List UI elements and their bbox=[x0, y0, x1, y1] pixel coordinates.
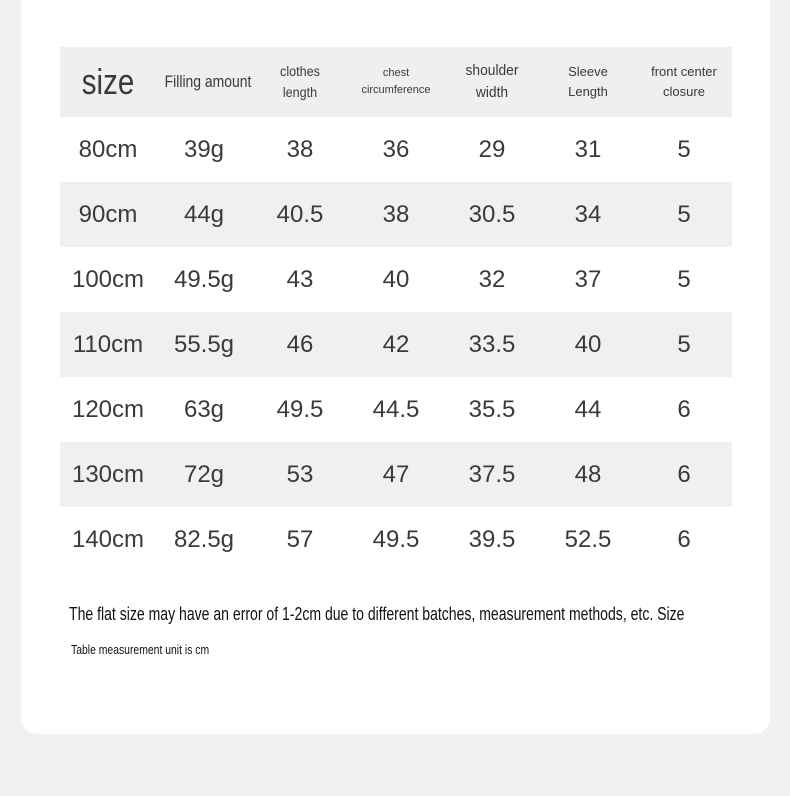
cell-sleeve: 48 bbox=[574, 460, 602, 488]
table-row bbox=[60, 442, 732, 507]
header-chest-line1: chest bbox=[382, 67, 410, 79]
cell-filling: 44g bbox=[183, 200, 225, 228]
cell-chest: 38 bbox=[382, 200, 410, 228]
header-chest-circumference bbox=[348, 65, 444, 99]
header-shoulder-line2: width bbox=[475, 84, 509, 101]
cell-front-closure: 5 bbox=[677, 265, 691, 293]
cell-shoulder: 37.5 bbox=[468, 460, 516, 488]
cell-shoulder: 39.5 bbox=[468, 525, 516, 553]
cell-chest: 42 bbox=[382, 330, 410, 358]
cell-size: 80cm bbox=[78, 135, 138, 163]
cell-chest: 36 bbox=[382, 135, 410, 163]
table-row bbox=[60, 182, 732, 247]
cell-chest: 44.5 bbox=[372, 395, 420, 423]
cell-shoulder: 33.5 bbox=[468, 330, 516, 358]
cell-front-closure: 5 bbox=[677, 200, 691, 228]
header-shoulder-line1: shoulder bbox=[465, 62, 519, 79]
cell-sleeve: 52.5 bbox=[564, 525, 612, 553]
cell-size: 100cm bbox=[71, 265, 145, 293]
cell-shoulder: 29 bbox=[478, 135, 506, 163]
cell-clothes-length: 38 bbox=[286, 135, 314, 163]
size-table bbox=[60, 47, 732, 572]
header-clothes-length-line2: length bbox=[282, 84, 318, 100]
cell-filling: 72g bbox=[183, 460, 225, 488]
cell-front-closure: 5 bbox=[677, 330, 691, 358]
cell-sleeve: 40 bbox=[574, 330, 602, 358]
cell-clothes-length: 49.5 bbox=[276, 395, 324, 423]
table-header-row bbox=[60, 47, 732, 117]
cell-clothes-length: 40.5 bbox=[276, 200, 324, 228]
cell-front-closure: 6 bbox=[677, 395, 691, 423]
table-row bbox=[60, 507, 732, 572]
table-row bbox=[60, 247, 732, 312]
cell-sleeve: 37 bbox=[574, 265, 602, 293]
cell-chest: 47 bbox=[382, 460, 410, 488]
cell-shoulder: 30.5 bbox=[468, 200, 516, 228]
cell-chest: 40 bbox=[382, 265, 410, 293]
cell-filling: 63g bbox=[183, 395, 225, 423]
cell-filling: 55.5g bbox=[173, 330, 235, 358]
cell-size: 140cm bbox=[71, 525, 145, 553]
table-row bbox=[60, 312, 732, 377]
header-front-line1: front center bbox=[651, 64, 717, 79]
table-row bbox=[60, 117, 732, 182]
measurement-unit-note: Table measurement unit is cm bbox=[71, 642, 210, 657]
header-sleeve-line2: Length bbox=[568, 84, 608, 99]
header-sleeve-length bbox=[540, 62, 636, 102]
header-front-center-closure bbox=[636, 62, 732, 102]
header-sleeve-line1: Sleeve bbox=[568, 64, 608, 79]
cell-shoulder: 32 bbox=[478, 265, 506, 293]
cell-size: 120cm bbox=[71, 395, 145, 423]
cell-size: 110cm bbox=[72, 330, 144, 358]
cell-clothes-length: 53 bbox=[286, 460, 314, 488]
cell-size: 130cm bbox=[71, 460, 145, 488]
cell-filling: 82.5g bbox=[173, 525, 235, 553]
header-clothes-length bbox=[257, 61, 343, 103]
cell-filling: 49.5g bbox=[173, 265, 235, 293]
table-row bbox=[60, 377, 732, 442]
cell-clothes-length: 57 bbox=[286, 525, 314, 553]
cell-front-closure: 6 bbox=[677, 525, 691, 553]
cell-clothes-length: 46 bbox=[286, 330, 314, 358]
header-shoulder-width bbox=[448, 60, 536, 104]
cell-clothes-length: 43 bbox=[286, 265, 314, 293]
header-chest-line2: circumference bbox=[361, 84, 431, 96]
cell-chest: 49.5 bbox=[372, 525, 420, 553]
cell-shoulder: 35.5 bbox=[468, 395, 516, 423]
cell-size: 90cm bbox=[78, 200, 138, 228]
cell-front-closure: 5 bbox=[677, 135, 691, 163]
header-size: size bbox=[81, 61, 135, 102]
cell-sleeve: 34 bbox=[574, 200, 602, 228]
cell-sleeve: 44 bbox=[574, 395, 602, 423]
header-front-line2: closure bbox=[663, 84, 705, 99]
header-clothes-length-line1: clothes bbox=[280, 63, 320, 79]
cell-front-closure: 6 bbox=[677, 460, 691, 488]
cell-filling: 39g bbox=[183, 135, 225, 163]
cell-sleeve: 31 bbox=[574, 135, 602, 163]
measurement-error-note: The flat size may have an error of 1-2cm due to different batches, measurement methods, etc. Size bbox=[69, 604, 685, 624]
header-filling-amount: Filling amount bbox=[164, 72, 252, 91]
